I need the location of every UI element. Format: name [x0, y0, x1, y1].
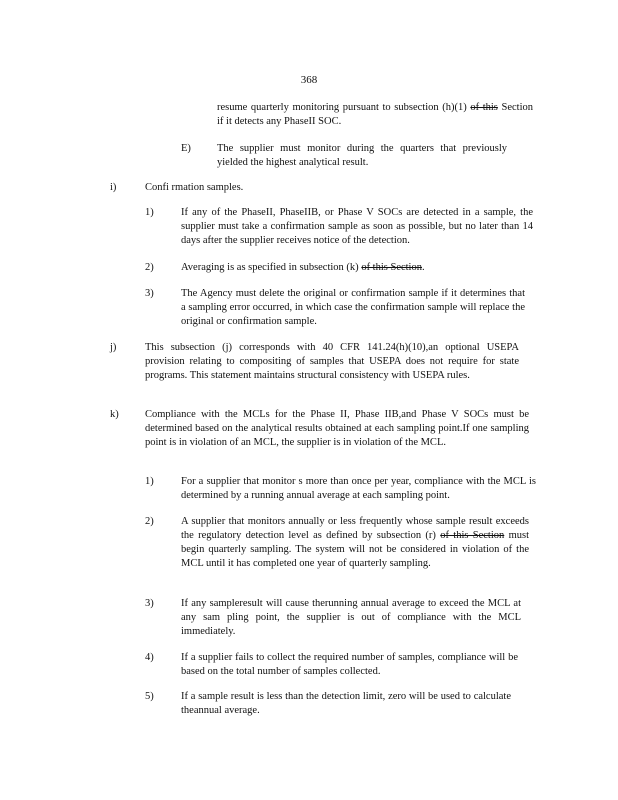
text-run: If any sampleresult will cause therunning annual average to exceed the MCL at any sam pling point, the supplier is out of compliance with the MCL immediately. [181, 598, 521, 637]
item-text [181, 287, 525, 329]
item-text [181, 515, 529, 571]
item-text [145, 341, 519, 383]
text-run: A supplier that monitors annually or less frequently whose sample result exceeds the regulatory detection level as defined by subsection (r) [181, 516, 529, 541]
item-label: E) [181, 143, 191, 154]
item-label: 4) [145, 652, 154, 663]
item-label: 2) [145, 516, 154, 527]
item-text [217, 101, 533, 129]
item-label: 5) [145, 691, 154, 702]
item-label: 1) [145, 207, 154, 218]
item-text [181, 475, 536, 503]
item-label: j) [110, 342, 117, 353]
text-run: The supplier must monitor during the quarters that previously yielded the highest analytical result. [217, 143, 507, 168]
item-text [217, 142, 507, 170]
text-run: Averaging is as specified in subsection (k) [181, 262, 362, 273]
text-run: This subsection (j) corresponds with 40 CFR 141.24(h)(10),an optional USEPA provision relating to compositing of samples that USEPA does not require for state programs. This statement maintains structural consistency with USEPA rules. [145, 342, 519, 381]
text-run: must begin quarterly sampling. The system will not be considered in violation of the MCL until it has completed one year of quarterly sampling. [181, 530, 529, 569]
text-run: If a sample result is less than the detection limit, zero will be used to calculate theannual average. [181, 691, 511, 716]
struck-text: of this Section [440, 530, 505, 541]
text-run: For a supplier that monitor s more than once per year, compliance with the MCL is determined by a running annual average at each sampling point. [181, 476, 536, 501]
item-label: 2) [145, 262, 154, 273]
item-text [181, 597, 521, 639]
text-run: resume quarterly monitoring pursuant to subsection (h)(1) [217, 102, 471, 113]
text-run: Confi rmation samples. [145, 182, 244, 193]
text-run: The Agency must delete the original or confirmation sample if it determines that a sampling error occurred, in which case the confirmation sample will replace the original or confirmation sample. [181, 288, 525, 327]
item-label: 3) [145, 598, 154, 609]
item-label: k) [110, 409, 119, 420]
text-run: Section if it detects any PhaseII SOC. [217, 102, 534, 127]
text-run: . [421, 262, 425, 273]
struck-text: of this Section [361, 262, 422, 273]
text-run: If any of the PhaseII, PhaseIIB, or Phase V SOCs are detected in a sample, the supplier must take a confirmation sample as soon as possible, but no later than 14 days after the supplier receives notice of the detection. [181, 207, 533, 246]
item-label: i) [110, 182, 117, 193]
item-text [145, 408, 529, 450]
text-run: If a supplier fails to collect the required number of samples, compliance will be based on the total number of samples collected. [181, 652, 518, 677]
item-text [181, 261, 501, 275]
item-text [181, 206, 533, 248]
struck-text: of this [470, 102, 498, 113]
item-text [181, 690, 511, 718]
page-number: 368 [300, 74, 318, 86]
item-label: 1) [145, 476, 154, 487]
item-label: 3) [145, 288, 154, 299]
item-text [181, 651, 518, 679]
text-run: Compliance with the MCLs for the Phase II, Phase IIB,and Phase V SOCs must be determined based on the analytical results obtained at each sampling point.If one sampling point is in violation of an MCL, the supplier is in violation of the MCL. [145, 409, 529, 448]
item-text [145, 181, 345, 195]
